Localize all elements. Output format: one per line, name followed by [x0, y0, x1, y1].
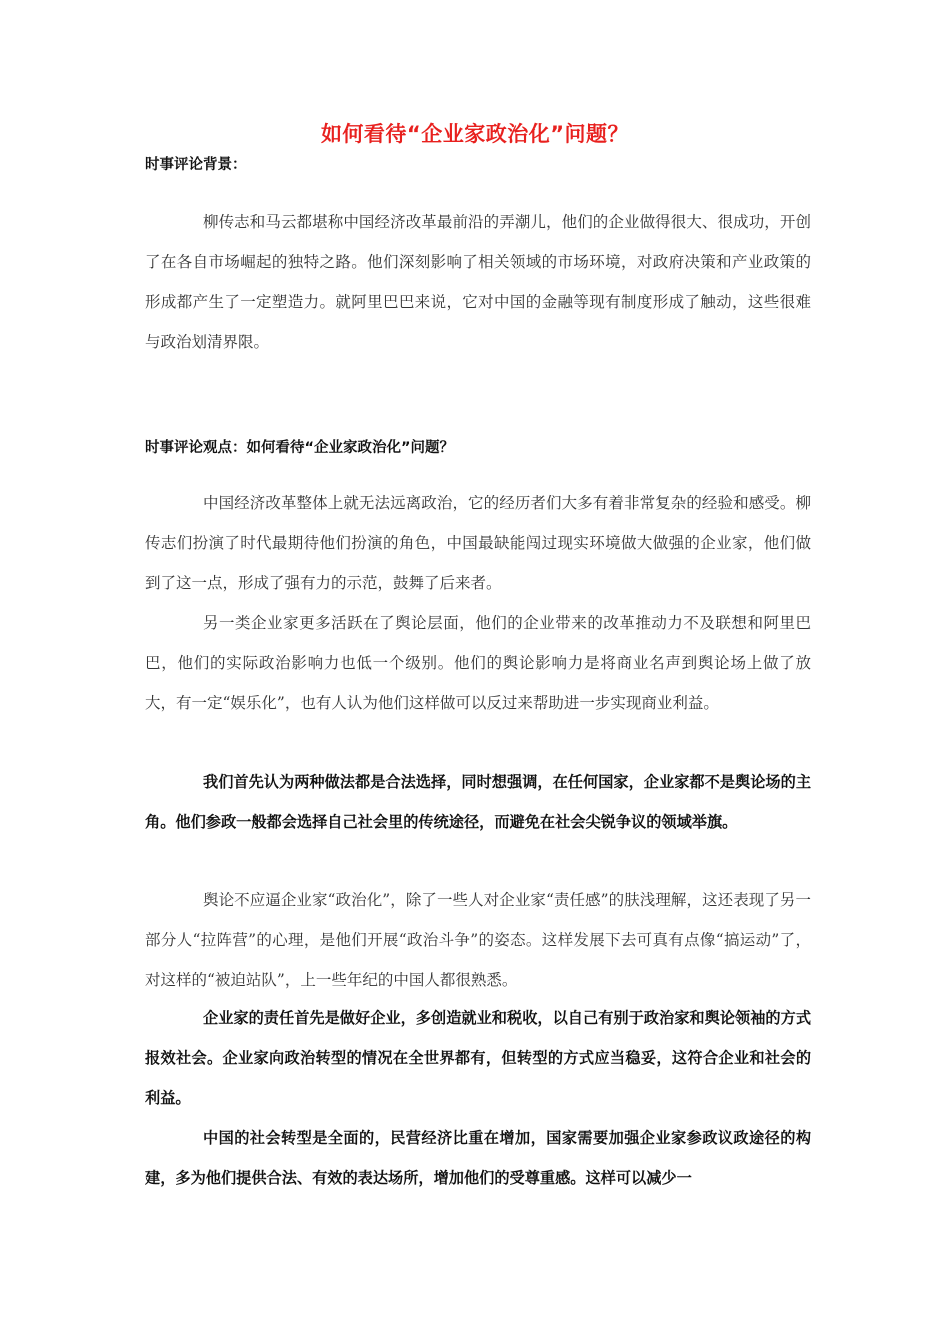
paragraph-4: 舆论不应逼企业家“政治化”，除了一些人对企业家“责任感”的肤浅理解，这还表现了另一部分人“拉阵营”的心理，是他们开展“政治斗争”的姿态。这样发展下去可真有点像“搞运动”了，对这样的“被迫站队”，上一些年纪的中国人都很熟悉。: [145, 891, 811, 989]
paragraph-3: 我们首先认为两种做法都是合法选择，同时想强调，在任何国家，企业家都不是舆论场的主角。他们参政一般都会选择自己社会里的传统途径，而避免在社会尖锐争议的领域举旗。: [145, 773, 811, 831]
document-title: 如何看待“企业家政治化”问题？: [320, 122, 630, 146]
background-paragraph: 柳传志和马云都堪称中国经济改革最前沿的弄潮儿，他们的企业做得很大、很成功，开创了在各自市场崛起的独特之路。他们深刻影响了相关领域的市场环境，对政府决策和产业政策的形成都产生了一定塑造力。就阿里巴巴来说，它对中国的金融等现有制度形成了触动，这些很难与政治划清界限。: [145, 213, 811, 351]
background-heading: 时事评论背景：: [145, 157, 247, 173]
viewpoint-heading: 时事评论观点：如何看待“企业家政治化”问题？: [145, 440, 455, 456]
paragraph-6: 中国的社会转型是全面的，民营经济比重在增加，国家需要加强企业家参政议政途径的构建，多为他们提供合法、有效的表达场所，增加他们的受尊重感。这样可以减少一: [145, 1129, 811, 1187]
paragraph-2: 另一类企业家更多活跃在了舆论层面，他们的企业带来的改革推动力不及联想和阿里巴巴，他们的实际政治影响力也低一个级别。他们的舆论影响力是将商业名声到舆论场上做了放大，有一定“娱乐化”，也有人认为他们这样做可以反过来帮助进一步实现商业利益。: [145, 614, 811, 712]
paragraph-1: 中国经济改革整体上就无法远离政治，它的经历者们大多有着非常复杂的经验和感受。柳传志们扮演了时代最期待他们扮演的角色，中国最缺能闯过现实环境做大做强的企业家，他们做到了这一点，形成了强有力的示范，鼓舞了后来者。: [145, 494, 811, 592]
paragraph-5: 企业家的责任首先是做好企业，多创造就业和税收，以自己有别于政治家和舆论领袖的方式报效社会。企业家向政治转型的情况在全世界都有，但转型的方式应当稳妥，这符合企业和社会的利益。: [145, 1009, 811, 1107]
